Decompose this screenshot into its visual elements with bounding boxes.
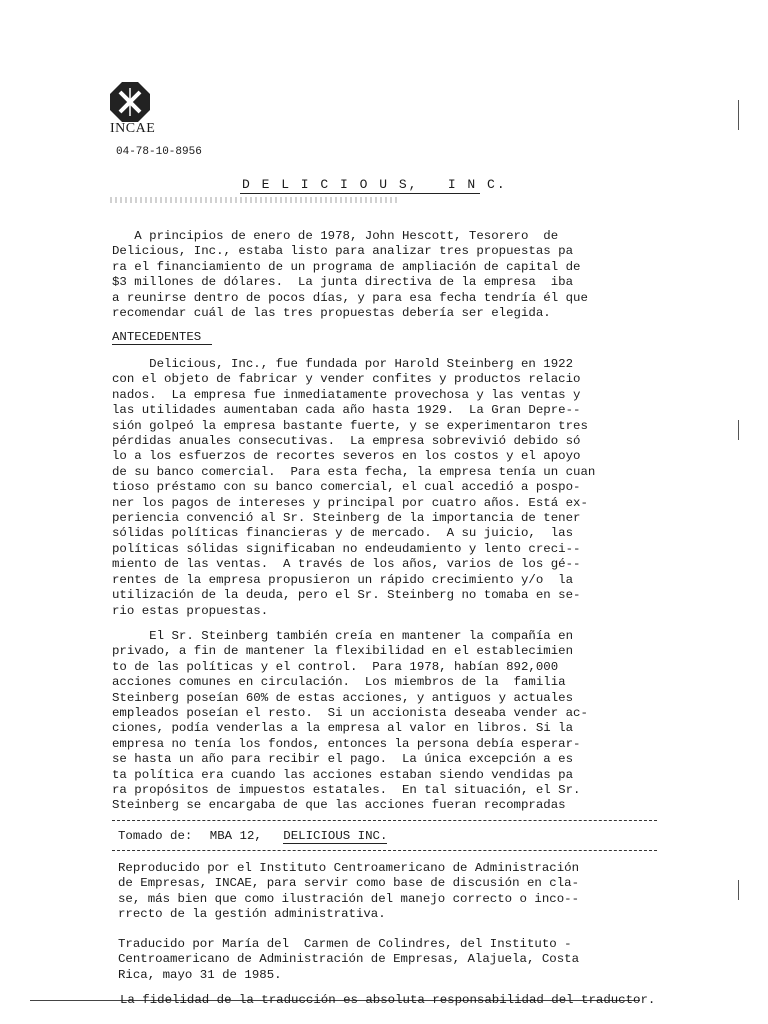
margin-mark <box>738 420 739 440</box>
intro-paragraph: A principios de enero de 1978, John Hescott, Tesorero de Delicious, Inc., estaba listo para analizar tres propuestas pa ra el financiamiento de un programa de ampliación de capital de $3 millones de dólares. La junta directiva de la empresa iba a reunirse dentro de pocos días, y para esa fecha tendría él que recomendar cuál de las tres propuestas debería ser elegida. <box>112 229 588 321</box>
source-line <box>118 829 387 843</box>
source-label: Tomado de: <box>118 829 193 843</box>
margin-mark <box>738 880 739 900</box>
translation-note: Traducido por María del Carmen de Colindres, del Instituto - Centroamericano de Administración de Empresas, Alajuela, Costa Rica, mayo 31 de 1985. <box>118 937 580 982</box>
org-name: INCAE <box>110 121 156 136</box>
divider-top <box>112 820 657 821</box>
document-code: 04-78-10-8956 <box>116 146 202 158</box>
source-case-title: DELICIOUS INC. <box>283 829 388 843</box>
margin-mark <box>738 100 739 130</box>
title-underline <box>240 193 480 194</box>
background-paragraph-1: Delicious, Inc., fue fundada por Harold Steinberg en 1922 con el objeto de fabricar y vender confites y productos relacio nados. La empresa fue inmediatamente provechosa y las ventas y las utilidades aumentaban cada año hasta 1929. La Gran Depre-- sión golpeó la empresa bastante fuerte, y se experimentaron tres pérdidas anuales consecutivas. La empresa sobrevivió debido só lo a los esfuerzos de recortes severos en los costos y el apoyo de su banco comercial. Para esta fecha, la empresa tenía un cuan tioso préstamo con su banco comercial, el cual accedió a pospo- ner los pagos de intereses y principal por cuatro años. Está ex- periencia convenció al Sr. Steinberg de la importancia de tener sólidas políticas financieras y de mercado. A su juicio, las políticas sólidas significaban no endeudamiento y lento creci-- miento de las ventas. A través de los años, varios de los gé-- rentes de la empresa propusieron un rápido crecimiento y/o la utilización de la deuda, pero el Sr. Steinberg no tomaba en se- rio estas propuestas. <box>112 357 596 618</box>
heading-underline <box>112 344 212 345</box>
reproduction-note: Reproducido por el Instituto Centroamericano de Administración de Empresas, INCAE, para servir como base de discusión en cla- se, más bien que como ilustración del manejo correcto o inco-- rrecto de la gestión administrativa. <box>118 861 580 922</box>
scan-noise <box>110 197 400 203</box>
footer-disclaimer: La fidelidad de la traducción es absoluta responsabilidad del traductor. <box>120 993 656 1007</box>
divider-bottom <box>112 850 657 851</box>
background-paragraph-2: El Sr. Steinberg también creía en mantener la compañía en privado, a fin de mantener la flexibilidad en el establecimien to de las políticas y el control. Para 1978, habían 892,000 acciones comunes en circulación. Los miembros de la familia Steinberg poseían 60% de estas acciones, y antiguos y actuales empleados poseían el resto. Si un accionista deseaba vender ac- ciones, podía venderlas a la empresa al valor en libros. Si la empresa no tenía los fondos, entonces la persona debía esperar- se hasta un año para recibir el pago. La única excepción a es ta política era cuando las acciones estaban siendo vendidas pa ra propósitos de impuestos estatales. En tal situación, el Sr. Steinberg se encargaba de que las acciones fueran recompradas <box>112 629 588 813</box>
section-heading: ANTECEDENTES <box>112 330 202 344</box>
incae-logo-icon <box>108 80 152 124</box>
document-title: D E L I C I O U S, I N C. <box>242 177 507 192</box>
source-mba: MBA 12, <box>209 829 262 843</box>
